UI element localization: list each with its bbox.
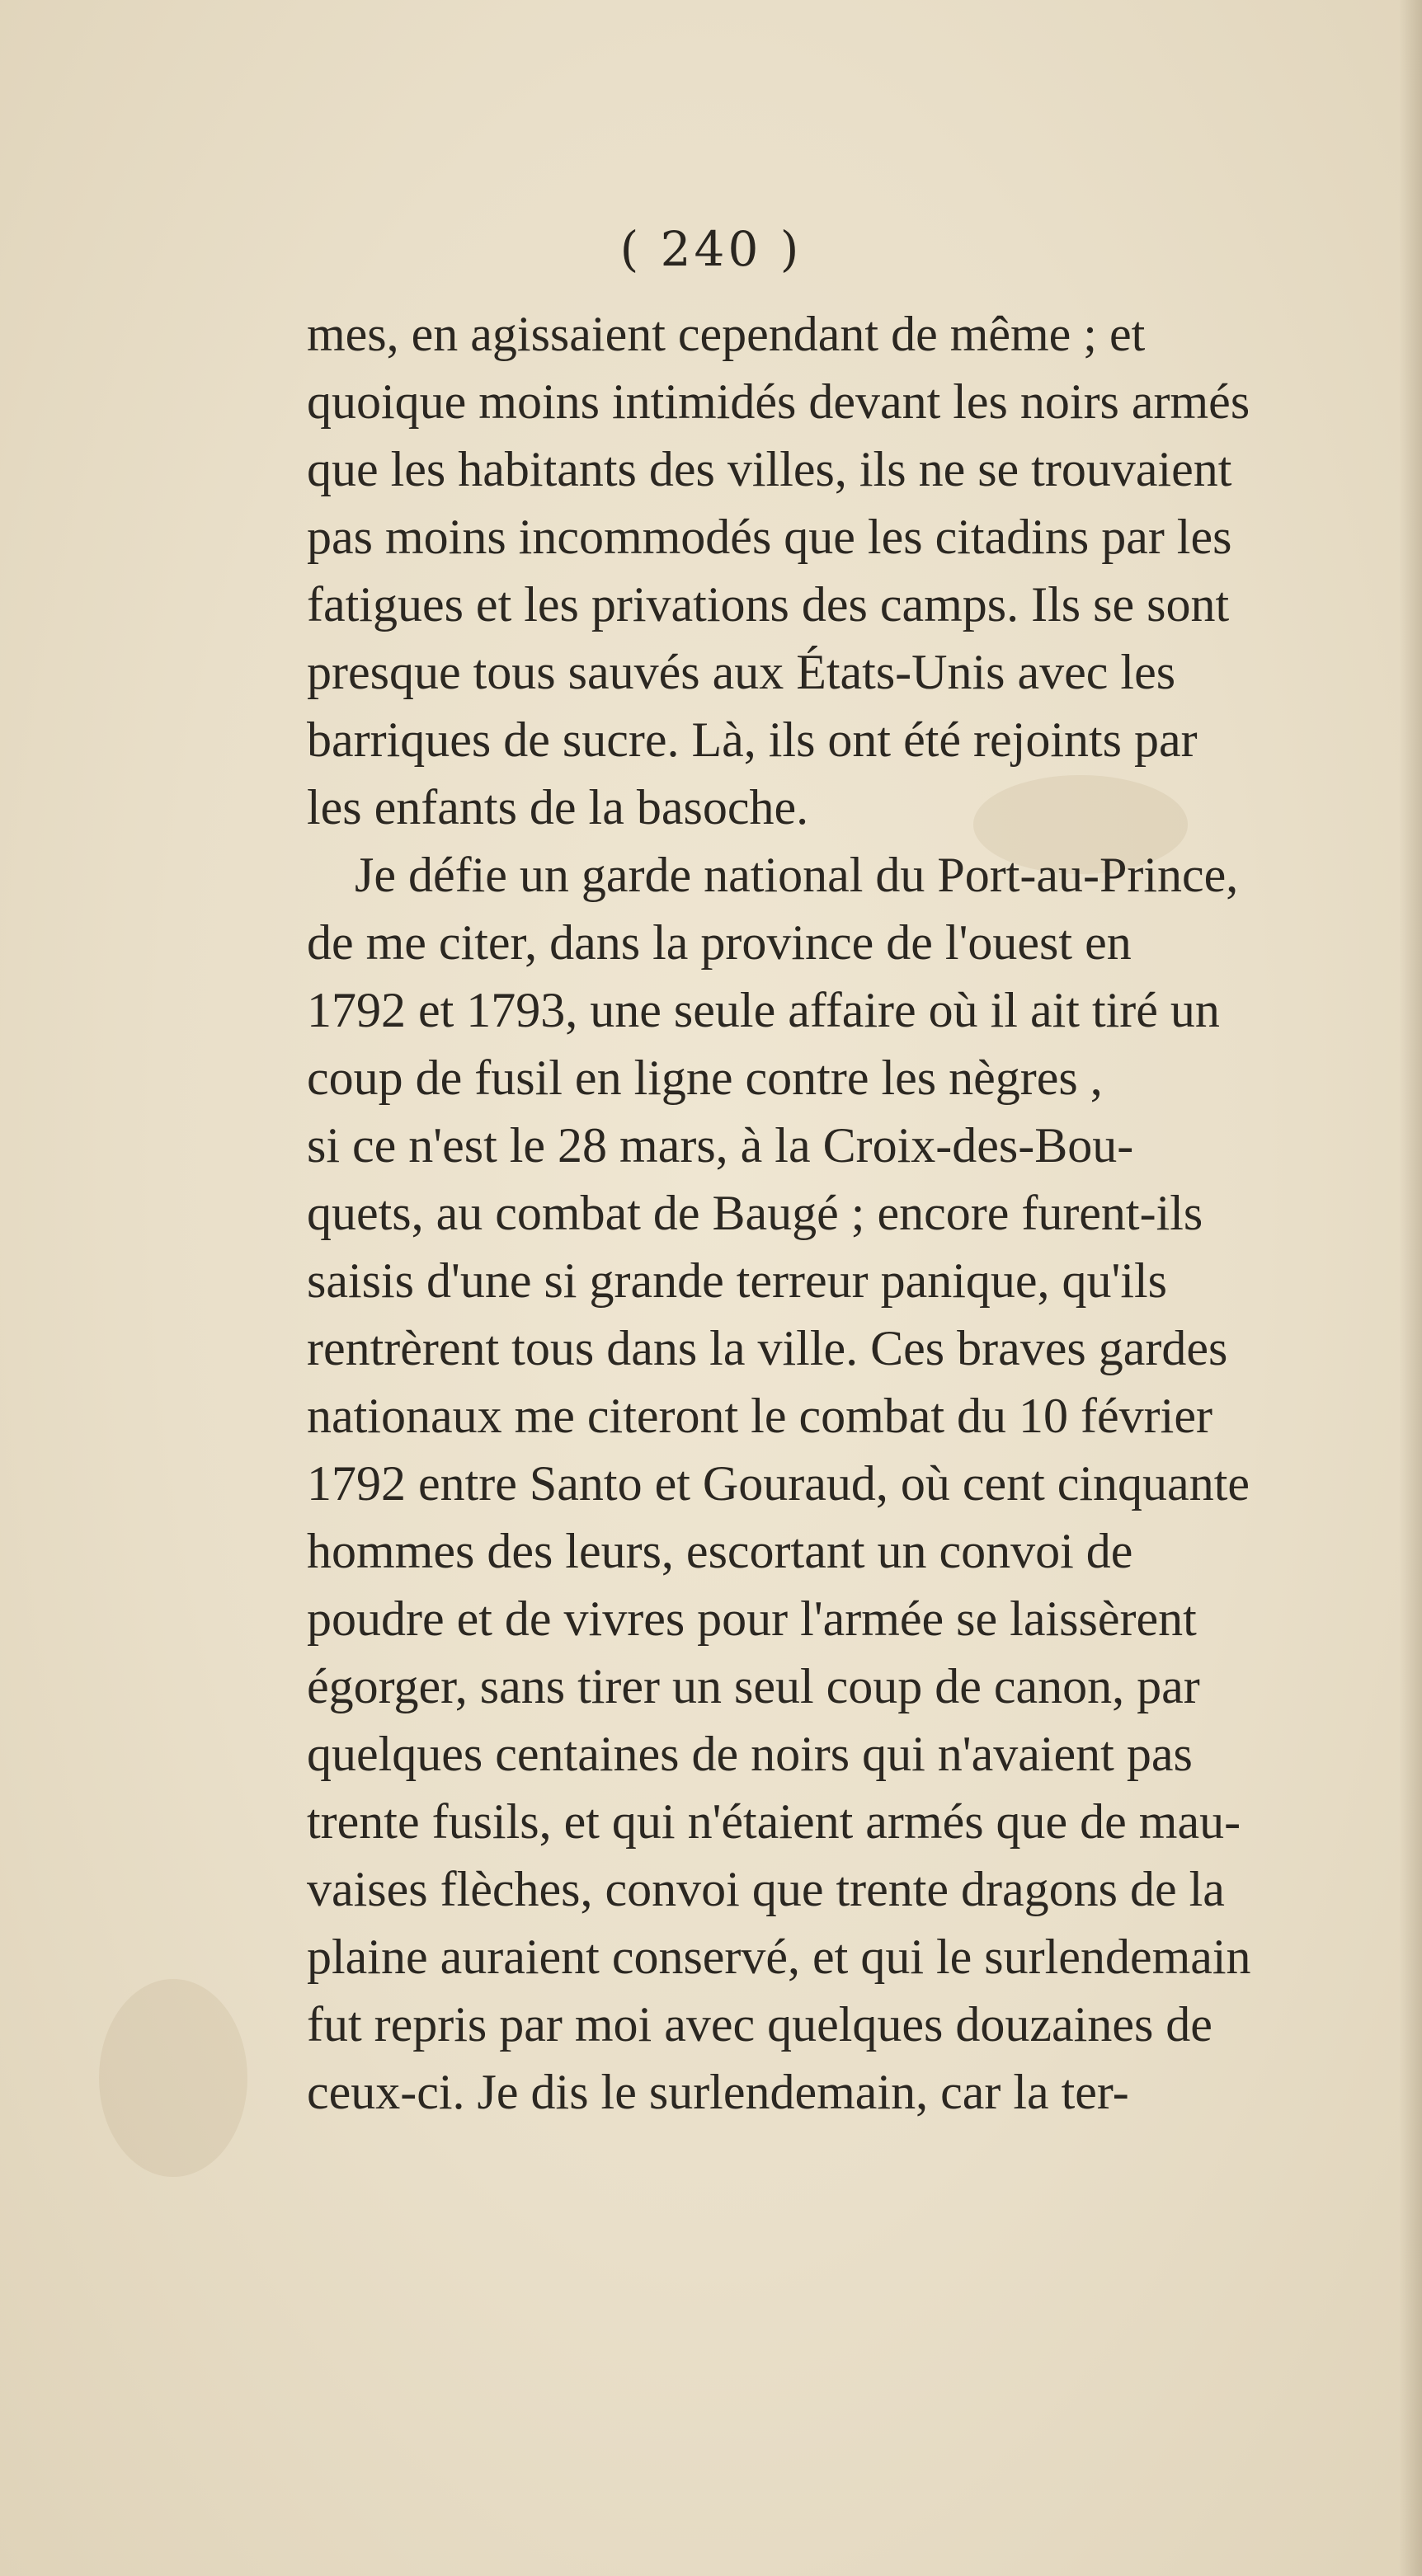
text-line: hommes des leurs, escortant un convoi de <box>307 1524 1133 1578</box>
text-line: nationaux me citeront le combat du 10 février <box>307 1389 1212 1443</box>
text-line: coup de fusil en ligne contre les nègres , <box>307 1051 1103 1105</box>
text-line: que les habitants des villes, ils ne se trouvaient <box>307 442 1232 496</box>
page-edge-shadow <box>1399 0 1422 2576</box>
paper-stain <box>99 1979 247 2177</box>
text-line: mes, en agissaient cependant de même ; et <box>307 307 1146 361</box>
text-line: vaises flèches, convoi que trente dragons de la <box>307 1862 1225 1916</box>
text-line: rentrèrent tous dans la ville. Ces braves gardes <box>307 1321 1228 1375</box>
text-line: quelques centaines de noirs qui n'avaient pas <box>307 1727 1193 1781</box>
text-line: presque tous sauvés aux États-Unis avec les <box>307 645 1176 699</box>
text-line: plaine auraient conservé, et qui le surlendemain <box>307 1930 1251 1984</box>
text-line: égorger, sans tirer un seul coup de canon, par <box>307 1659 1200 1713</box>
text-line: les enfants de la basoche. <box>307 780 809 834</box>
text-line: barriques de sucre. Là, ils ont été rejoints par <box>307 712 1198 767</box>
text-line: fut repris par moi avec quelques douzaines de <box>307 1997 1212 2052</box>
text-line: saisis d'une si grande terreur panique, qu'ils <box>307 1253 1168 1308</box>
text-line: Je défie un garde national du Port-au-Prince, <box>355 848 1239 902</box>
text-line: pas moins incommodés que les citadins par les <box>307 510 1232 564</box>
text-line: ceux-ci. Je dis le surlendemain, car la ter- <box>307 2065 1129 2119</box>
text-line: si ce n'est le 28 mars, à la Croix-des-Bou- <box>307 1118 1134 1173</box>
page-number: ( 240 ) <box>619 221 803 277</box>
text-line: trente fusils, et qui n'étaient armés que de mau- <box>307 1794 1241 1849</box>
text-line: de me citer, dans la province de l'ouest en <box>307 915 1132 970</box>
text-line: quets, au combat de Baugé ; encore furent-ils <box>307 1186 1203 1240</box>
text-line: 1792 entre Santo et Gouraud, où cent cinquante <box>307 1456 1250 1511</box>
text-line: 1792 et 1793, une seule affaire où il ait tiré un <box>307 983 1220 1037</box>
text-line: fatigues et les privations des camps. Ils se sont <box>307 577 1230 632</box>
text-line: quoique moins intimidés devant les noirs armés <box>307 374 1250 429</box>
body-text <box>307 300 1379 2126</box>
text-line: poudre et de vivres pour l'armée se laissèrent <box>307 1591 1197 1646</box>
